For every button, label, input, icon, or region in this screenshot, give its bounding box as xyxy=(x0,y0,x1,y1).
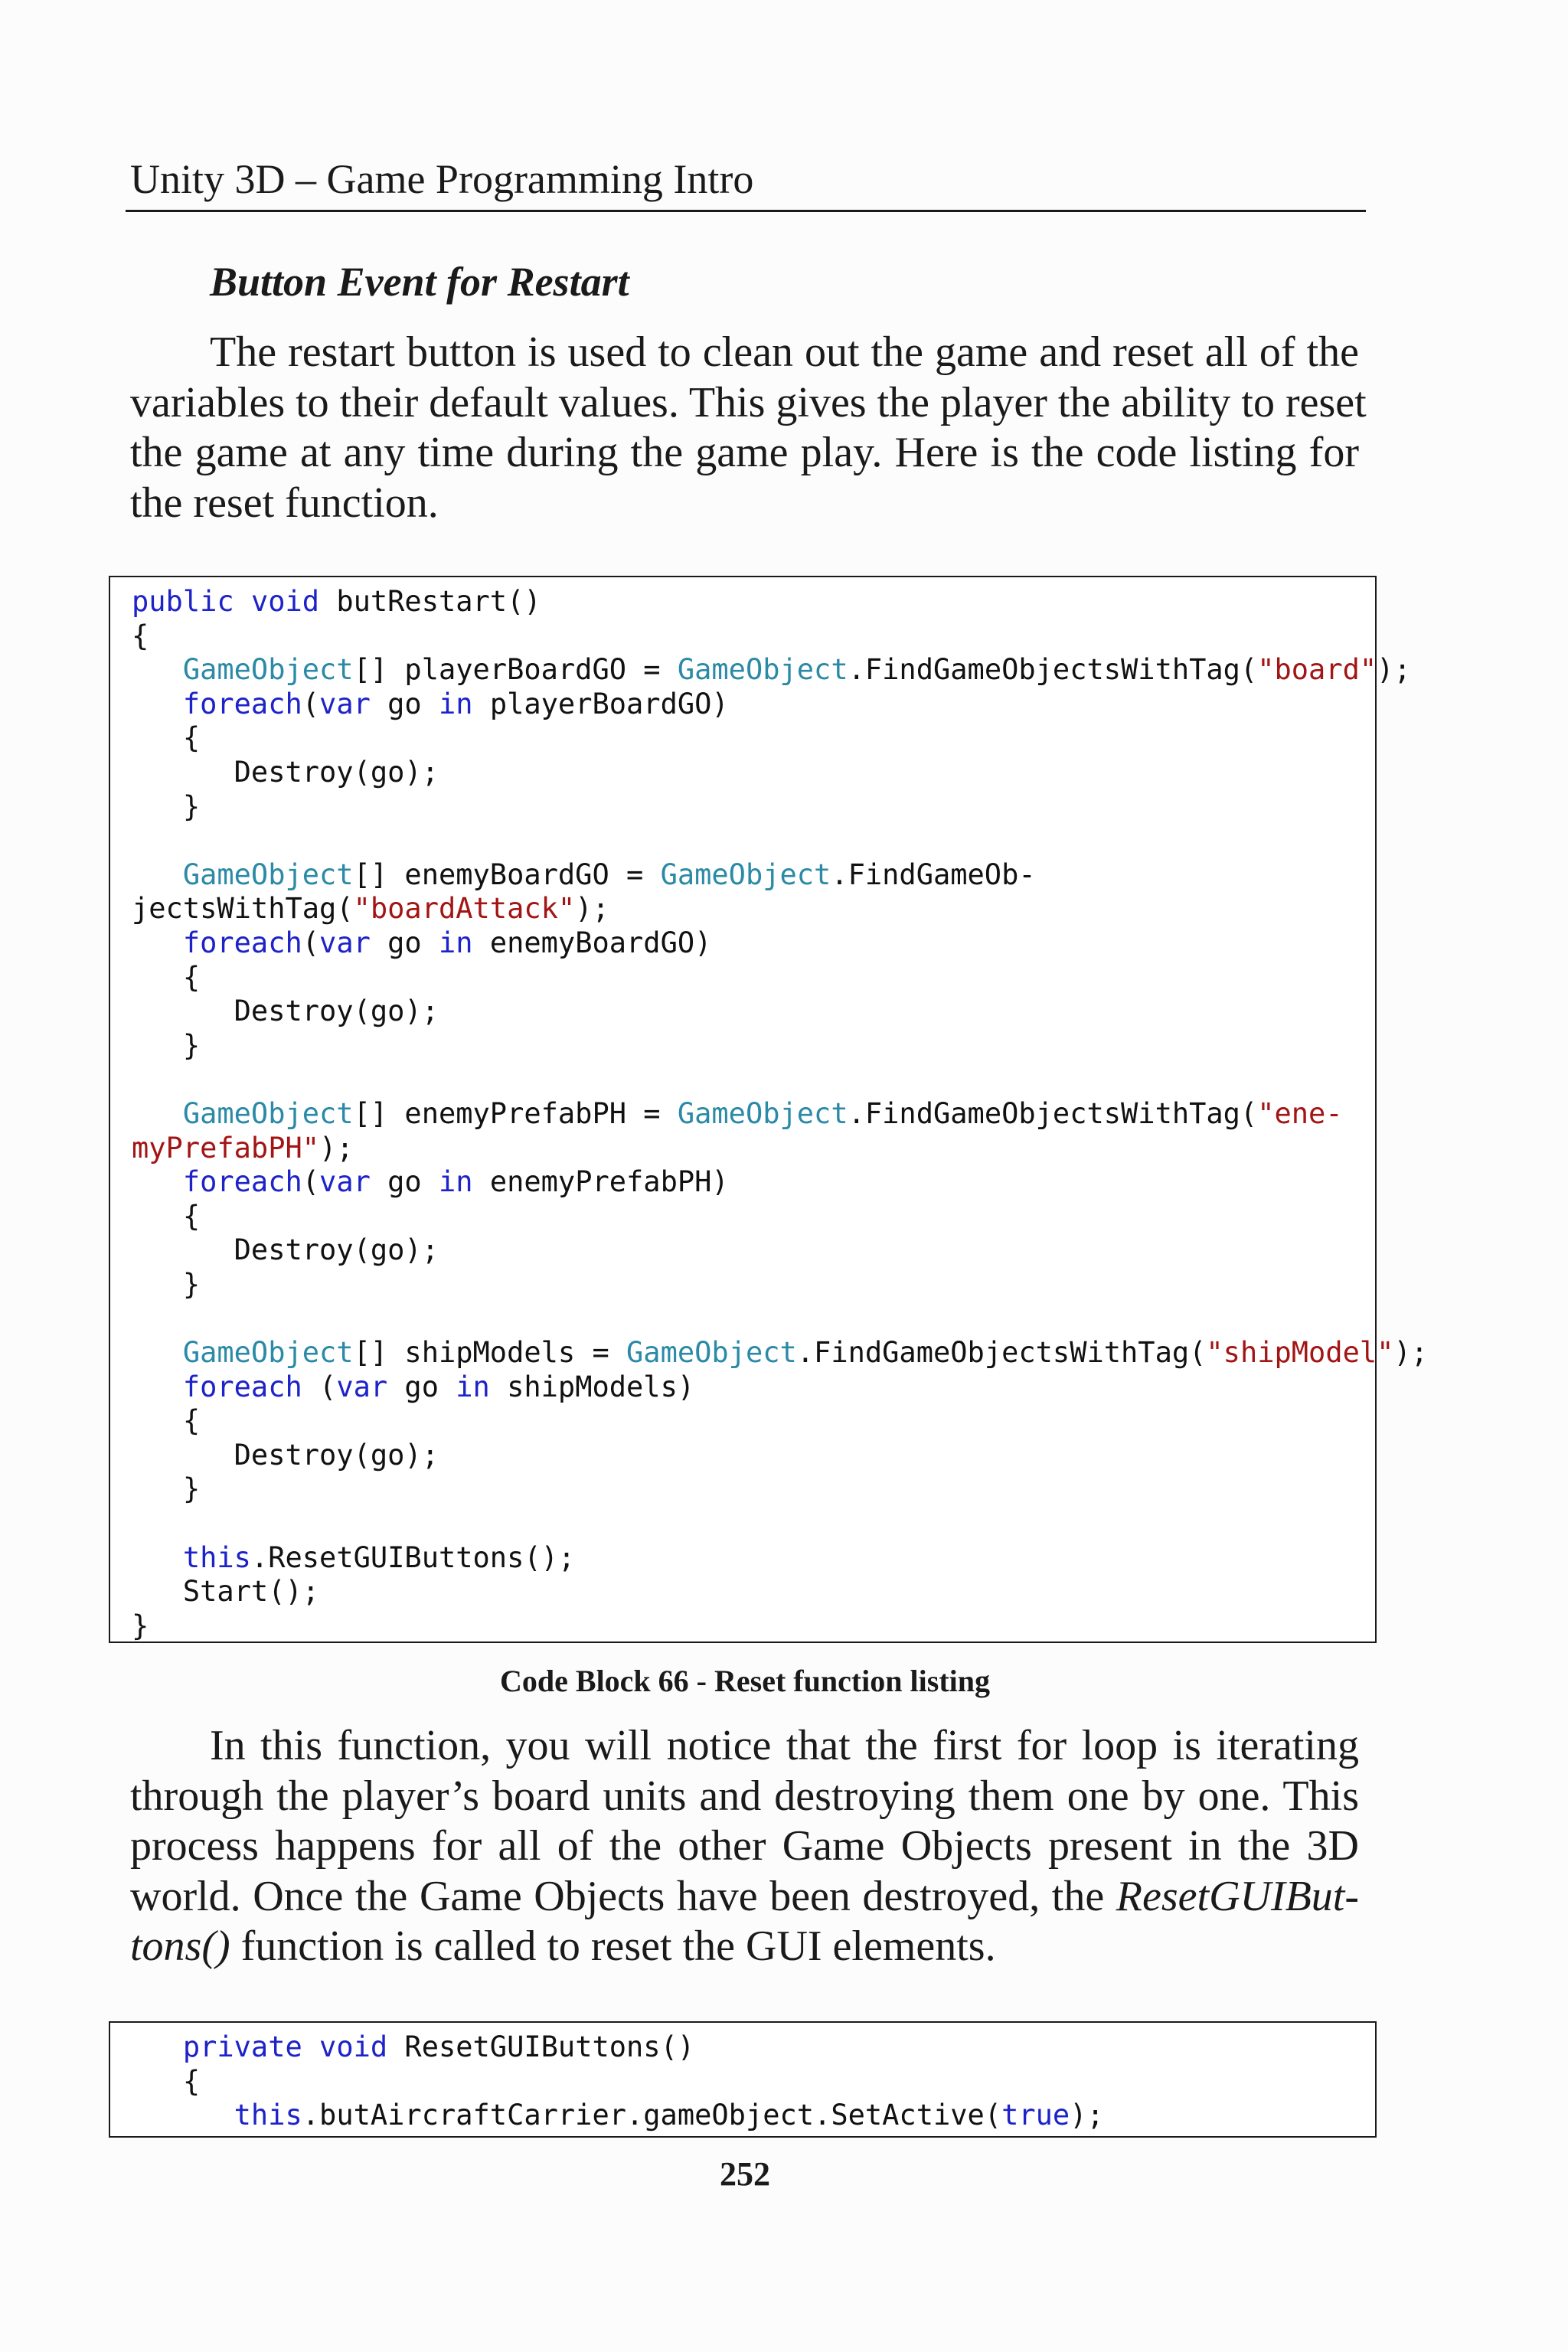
running-header: Unity 3D – Game Programming Intro xyxy=(130,156,754,202)
code-line: { xyxy=(132,960,201,994)
code-line: } xyxy=(132,1028,201,1062)
code-line: GameObject[] shipModels = GameObject.FindGameObjectsWithTag("shipModel"); xyxy=(182,1336,1429,1370)
code-line: { xyxy=(132,1199,201,1233)
function-name-emphasis: tons() xyxy=(130,1922,230,1970)
paragraph-line xyxy=(130,1872,1359,1922)
page-number: 252 xyxy=(720,2155,770,2193)
code-line: myPrefabPH"); xyxy=(132,1131,354,1165)
code-line: Destroy(go); xyxy=(132,1438,439,1472)
code-line: { xyxy=(132,1404,201,1438)
code-line: { xyxy=(132,721,201,755)
code-line: { xyxy=(132,619,149,652)
code-line: foreach(var go in enemyBoardGO) xyxy=(182,926,712,959)
code-line: public void butRestart() xyxy=(132,585,541,618)
code-line: } xyxy=(132,1609,149,1642)
code-line: GameObject[] enemyBoardGO = GameObject.FindGameOb- xyxy=(182,858,1036,891)
paragraph-line xyxy=(130,1922,1359,1972)
paragraph-text: world. Once the Game Objects have been destroyed, the xyxy=(130,1872,1105,1920)
code-line: private void ResetGUIButtons() xyxy=(182,2030,695,2063)
code-line: GameObject[] enemyPrefabPH = GameObject.FindGameObjectsWithTag("ene- xyxy=(182,1096,1343,1130)
code-line: jectsWithTag("boardAttack"); xyxy=(132,892,609,926)
paragraph-line: The restart button is used to clean out the game and reset all of the xyxy=(210,328,1359,376)
function-name-emphasis: ResetGUIBut- xyxy=(1116,1872,1360,1920)
code-line: } xyxy=(132,789,201,823)
code-block-reset-function xyxy=(109,576,1429,1643)
paragraph-line: the game at any time during the game play. Here is the code listing for xyxy=(130,429,1359,476)
code-line: foreach (var go in shipModels) xyxy=(182,1370,695,1403)
code-line xyxy=(132,1063,1375,1097)
code-block-reset-gui-buttons xyxy=(109,2021,1377,2138)
code-listing xyxy=(132,585,1429,1643)
code-block-caption: Code Block 66 - Reset function listing xyxy=(500,1664,990,1698)
code-line xyxy=(132,1507,1375,1541)
paragraph-text: function is called to reset the GUI elements. xyxy=(240,1922,996,1970)
code-line: Start(); xyxy=(132,1575,320,1609)
code-line: } xyxy=(132,1472,201,1506)
paragraph-line: the reset function. xyxy=(130,479,439,527)
code-line: Destroy(go); xyxy=(132,995,439,1028)
paragraph-line: through the player’s board units and destroying them one by one. This xyxy=(130,1772,1359,1820)
intro-paragraph xyxy=(130,328,1367,528)
header-rule xyxy=(126,210,1366,212)
paragraph-line: process happens for all of the other Game Objects present in the 3D xyxy=(130,1822,1359,1870)
code-line xyxy=(132,1302,1375,1336)
code-line: Destroy(go); xyxy=(132,755,439,789)
code-line: this.ResetGUIButtons(); xyxy=(182,1540,576,1574)
paragraph-line: In this function, you will notice that the first for loop is iterating xyxy=(210,1722,1359,1769)
body-paragraph xyxy=(130,1721,1359,1972)
code-line: } xyxy=(132,1267,201,1301)
code-line: GameObject[] playerBoardGO = GameObject.FindGameObjectsWithTag("board"); xyxy=(182,653,1411,687)
paragraph-line: variables to their default values. This gives the player the ability to reset xyxy=(130,378,1367,426)
code-line: { xyxy=(132,2064,201,2098)
code-line: Destroy(go); xyxy=(132,1233,439,1267)
code-line: foreach(var go in enemyPrefabPH) xyxy=(182,1165,729,1199)
code-line xyxy=(132,824,1375,858)
section-heading: Button Event for Restart xyxy=(210,259,629,305)
code-line: this.butAircraftCarrier.gameObject.SetActive(true); xyxy=(234,2099,1104,2132)
code-line: foreach(var go in playerBoardGO) xyxy=(182,687,729,720)
code-listing xyxy=(132,2030,1375,2133)
